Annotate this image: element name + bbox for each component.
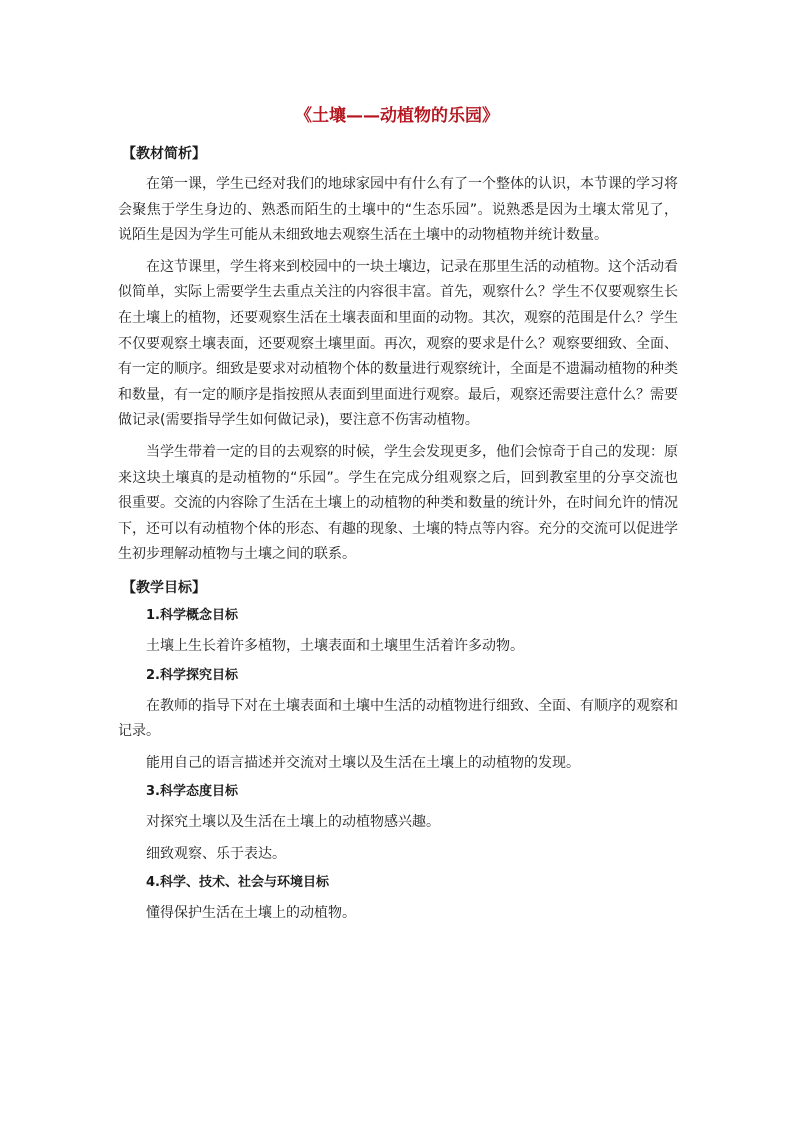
analysis-paragraph-2: 在这节课里，学生将来到校园中的一块土壤边，记录在那里生活的动植物。这个活动看似简单，实际上需要学生去重点关注的内容很丰富。首先，观察什么？学生不仅要观察生长在土壤上的植物，还要观察生活在土壤表面和里面的动物。其次，观察的范围是什么？学生不仅要观察土壤表面，还要观察土壤里面。再次，观察的要求是什么？观察要细致、全面、有一定的顺序。细致是要求对动植物个体的数量进行观察统计，全面是不遗漏动植物的种类和数量，有一定的顺序是指按照从表面到里面进行观察。最后，观察还需要注意什么？需要做记录(需要指导学生如何做记录)，要注意不伤害动植物。 — [118, 258, 678, 429]
document-body — [118, 144, 678, 933]
goal-inquiry-line-1: 在教师的指导下对在土壤表面和土壤中生活的动植物进行细致、全面、有顺序的观察和记录。 — [118, 697, 678, 740]
section-heading-goals: 【教学目标】 — [122, 579, 206, 596]
section-heading-analysis: 【教材简析】 — [122, 146, 206, 162]
analysis-paragraph-3: 当学生带着一定的目的去观察的时候，学生会发现更多，他们会惊奇于自己的发现：原来这块土壤真的是动植物的“乐园”。学生在完成分组观察之后，回到教室里的分享交流也很重要。交流的内容除了生活在土壤上的动植物的种类和数量的统计外，在时间允许的情况下，还可以有动植物个体的形态、有趣的现象、土壤的特点等内容。充分的交流可以促进学生初步理解动植物与土壤之间的联系。 — [118, 443, 678, 563]
goal-attitude-line-1: 对探究土壤以及生活在土壤上的动植物感兴趣。 — [146, 814, 440, 831]
goal-stse-line-1: 懂得保护生活在土壤上的动植物。 — [146, 905, 356, 922]
analysis-paragraph-1: 在第一课，学生已经对我们的地球家园中有什么有了一个整体的认识，本节课的学习将会聚焦于学生身边的、熟悉而陌生的土壤中的“生态乐园”。说熟悉是因为土壤太常见了，说陌生是因为学生可能从未细致地去观察生活在土壤中的动物植物并统计数量。 — [118, 176, 678, 244]
goal-heading-attitude: 3.科学态度目标 — [146, 784, 238, 800]
goal-inquiry-line-2: 能用自己的语言描述并交流对土壤以及生活在土壤上的动植物的发现。 — [146, 754, 580, 771]
document-title: 《土壤——动植物的乐园》 — [295, 106, 499, 126]
goal-heading-inquiry: 2.科学探究目标 — [146, 667, 238, 683]
goal-heading-stse: 4.科学、技术、社会与环境目标 — [146, 875, 329, 891]
goal-concept-line-1: 土壤上生长着许多植物，土壤表面和土壤里生活着许多动物。 — [146, 637, 524, 654]
goal-attitude-line-2: 细致观察、乐于表达。 — [146, 845, 286, 862]
goal-heading-concept: 1.科学概念目标 — [146, 607, 238, 623]
